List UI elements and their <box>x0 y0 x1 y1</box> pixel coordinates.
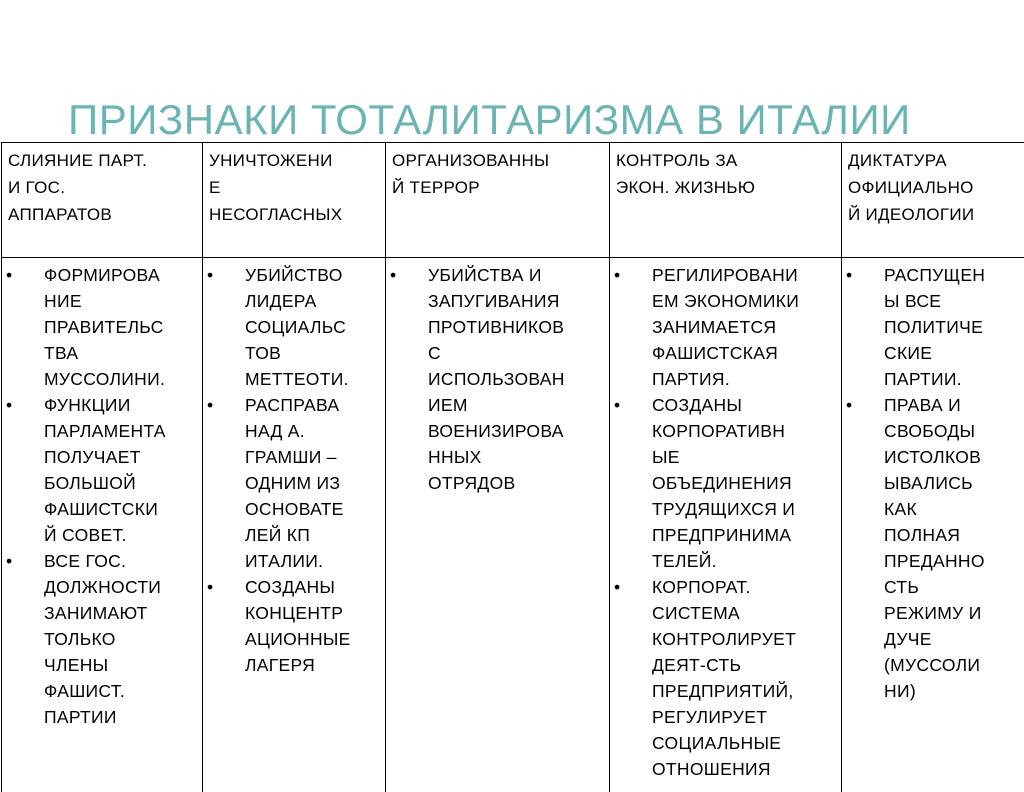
bullet-list <box>386 262 605 496</box>
bullet-list <box>203 262 381 678</box>
list-item: • УБИЙСТВО ЛИДЕРА СОЦИАЛЬС ТОВ МЕТТЕОТИ. <box>203 262 381 392</box>
body-cell <box>610 258 842 792</box>
body-cell <box>842 258 1024 792</box>
bullet-list <box>842 262 1020 704</box>
list-item: • РАСПУЩЕН Ы ВСЕ ПОЛИТИЧЕ СКИЕ ПАРТИИ. <box>842 262 1020 392</box>
header-cell: ДИКТАТУРА ОФИЦИАЛЬНО Й ИДЕОЛОГИИ <box>842 143 1024 258</box>
list-item: • ФУНКЦИИ ПАРЛАМЕНТА ПОЛУЧАЕТ БОЛЬШОЙ ФАШИСТСКИ Й СОВЕТ. <box>2 392 198 548</box>
header-cell: СЛИЯНИЕ ПАРТ. И ГОС. АППАРАТОВ <box>2 143 203 258</box>
list-item: • УБИЙСТВА И ЗАПУГИВАНИЯ ПРОТИВНИКОВ С ИСПОЛЬЗОВАН ИЕМ ВОЕНИЗИРОВА ННЫХ ОТРЯДОВ <box>386 262 605 496</box>
body-cell <box>203 258 386 792</box>
list-item: • РАСПРАВА НАД А. ГРАМШИ – ОДНИМ ИЗ ОСНОВАТЕ ЛЕЙ КП ИТАЛИИ. <box>203 392 381 574</box>
slide-title: ПРИЗНАКИ ТОТАЛИТАРИЗМА В ИТАЛИИ <box>68 96 911 144</box>
list-item: • СОЗДАНЫ КОНЦЕНТР АЦИОННЫЕ ЛАГЕРЯ <box>203 574 381 678</box>
signs-table <box>1 142 1024 792</box>
body-cell <box>2 258 203 792</box>
header-cell: УНИЧТОЖЕНИ Е НЕСОГЛАСНЫХ <box>203 143 386 258</box>
list-item: • ВСЕ ГОС. ДОЛЖНОСТИ ЗАНИМАЮТ ТОЛЬКО ЧЛЕНЫ ФАШИСТ. ПАРТИИ <box>2 548 198 730</box>
header-cell: КОНТРОЛЬ ЗА ЭКОН. ЖИЗНЬЮ <box>610 143 842 258</box>
list-item: • ФОРМИРОВА НИЕ ПРАВИТЕЛЬС ТВА МУССОЛИНИ. <box>2 262 198 392</box>
body-cell <box>386 258 610 792</box>
bullet-list <box>610 262 837 782</box>
list-item: • КОРПОРАТ. СИСТЕМА КОНТРОЛИРУЕТ ДЕЯТ-СТЬ ПРЕДПРИЯТИЙ, РЕГУЛИРУЕТ СОЦИАЛЬНЫЕ ОТНОШЕНИЯ <box>610 574 837 782</box>
table-body-row <box>2 258 1024 792</box>
list-item: • РЕГИЛИРОВАНИ ЕМ ЭКОНОМИКИ ЗАНИМАЕТСЯ ФАШИСТСКАЯ ПАРТИЯ. <box>610 262 837 392</box>
list-item: • СОЗДАНЫ КОРПОРАТИВН ЫЕ ОБЪЕДИНЕНИЯ ТРУДЯЩИХСЯ И ПРЕДПРИНИМА ТЕЛЕЙ. <box>610 392 837 574</box>
header-cell: ОРГАНИЗОВАННЫ Й ТЕРРОР <box>386 143 610 258</box>
bullet-list <box>2 262 198 730</box>
list-item: • ПРАВА И СВОБОДЫ ИСТОЛКОВ ЫВАЛИСЬ КАК ПОЛНАЯ ПРЕДАННО СТЬ РЕЖИМУ И ДУЧЕ (МУССОЛИ НИ) <box>842 392 1020 704</box>
table-header-row <box>2 143 1024 258</box>
